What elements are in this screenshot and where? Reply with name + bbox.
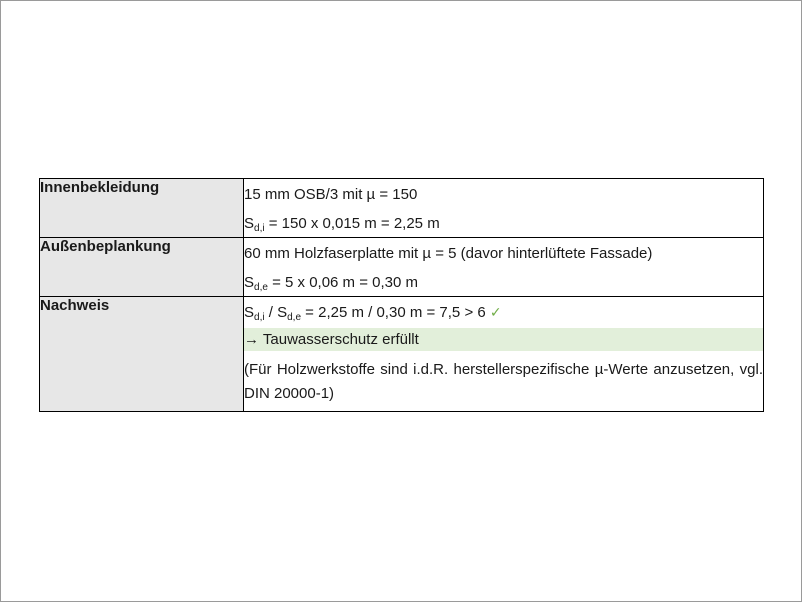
sd-formula: $S_{d,i} = 150$ x 0,015 m = 2,25 m [244, 215, 440, 234]
row-label: Innenbekleidung [40, 179, 244, 238]
material-description: 60 mm Holzfaserplatte mit µ = 5 (davor hinterlüftete Fassade) [244, 245, 653, 262]
ratio-formula: $S_{d,i} / S_{d,e} = 2,25$ m / 0,30 m = 7,5 > 6 ✓ [244, 304, 502, 323]
table-row-aussenbeplankung [40, 238, 764, 297]
table-row-nachweis [40, 297, 764, 412]
table-row-innenbekleidung [40, 179, 764, 238]
row-content [244, 179, 764, 238]
row-content [244, 238, 764, 297]
footnote-text: (Für Holzwerkstoffe sind i.d.R. herstellerspezifische µ-Werte anzusetzen, vgl. DIN 20000-1) [244, 361, 763, 402]
row-label: Außenbeplankung [40, 238, 244, 297]
checkmark-icon: ✓ [489, 304, 502, 320]
result-highlight: → Tauwasserschutz erfüllt [242, 328, 763, 351]
verification-table [39, 178, 764, 412]
row-content [244, 297, 764, 412]
row-label: Nachweis [40, 297, 244, 412]
sd-formula: $S_{d,e} = 5$ x 0,06 m = 0,30 m [244, 274, 419, 293]
material-description: 15 mm OSB/3 mit µ = 150 [244, 186, 418, 203]
